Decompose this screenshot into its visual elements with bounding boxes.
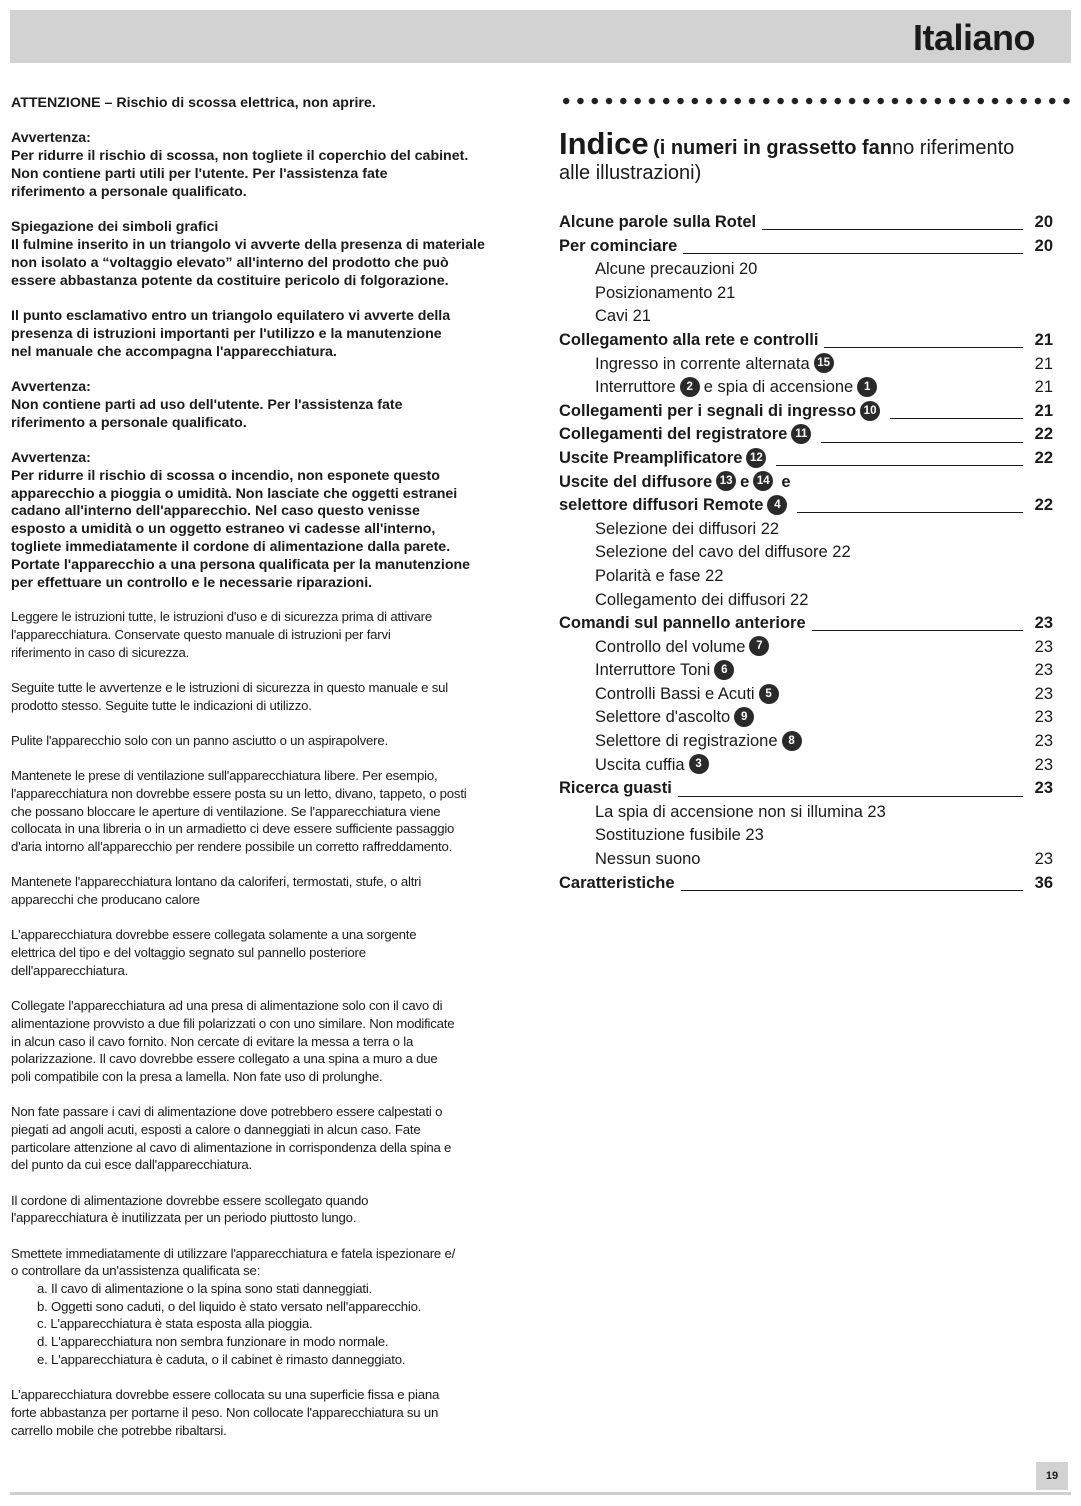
instruction-paragraph: Mantenete le prese di ventilazione sull'apparecchiatura libere. Per esempio, l'apparecchiatura non dovrebbe essere posta su un letto, divano, tappeto, o posti che possano bloccare le aperture di ventilazione. Se l'apparecchiatura viene collocata in una libreria o in un armadietto ci deve essere sufficiente passaggio d'aria intorno all'apparecchio per rendere possibile un corretto raffreddamento. [11, 768, 467, 855]
dotted-divider [559, 96, 1071, 106]
toc-entry-label: Per cominciare [559, 236, 678, 255]
header-bar [10, 10, 1071, 63]
instruction-paragraph: Non fate passare i cavi di alimentazione dove potrebbero essere calpestati o piegati ad angoli acuti, esposti a calore o danneggiati in alcun caso. Fate particolare attenzione al cavo di alimentazione in corrispondenza della spina e del punto da cui esce dall'apparecchiatura. [11, 1104, 452, 1173]
list-item: b. Oggetti sono caduti, o del liquido è stato versato nell'apparecchio. [37, 1298, 422, 1314]
footer-rule [10, 1492, 1071, 1495]
instruction-paragraph: Pulite l'apparecchio solo con un panno asciutto o un aspirapolvere. [11, 733, 388, 748]
toc-entry-label: Collegamento dei diffusori 22 [595, 590, 809, 609]
warning-block-5: Avvertenza: Per ridurre il rischio di scossa o incendio, non esponete questo apparecchio a pioggia o umidità. Non lasciate che oggetti estranei cadano all'interno dell'apparecchio. Nel caso questo venisse esposto a umidità o un oggetto estraneo vi cadesse all'interno, togliete immediatamente il cordone di alimentazione dalla parete. Portate l'apparecchio a una persona qualificata per la manutenzione per effettuare un controllo e le necessarie riparazioni. [11, 449, 471, 591]
safety-column [11, 95, 526, 1457]
toc-page-number: 23 [1034, 850, 1053, 869]
toc-entry-label: Interruttore [595, 378, 676, 397]
leader-line [812, 630, 1023, 631]
warning-block-4: Avvertenza: Non contiene parti ad uso dell'utente. Per l'assistenza fate riferimento a personale qualificato. [11, 378, 403, 431]
callout-number-badge: 10 [860, 401, 880, 421]
callout-number-badge: 1 [857, 377, 877, 397]
toc-entry-label: Selezione dei diffusori 22 [595, 519, 780, 538]
instruction-paragraph: Seguite tutte le avvertenze e le istruzioni di sicurezza in questo manuale e sul prodotto stesso. Seguite tutte le indicazioni di utilizzo. [11, 680, 449, 713]
callout-number-badge: 5 [759, 684, 779, 704]
toc-entry-label: Sostituzione fusibile 23 [595, 826, 764, 845]
list-item: d. L'apparecchiatura non sembra funzionare in modo normale. [37, 1334, 389, 1350]
damage-conditions-list [11, 1280, 526, 1369]
language-title: Italiano [912, 17, 1035, 58]
callout-number-badge: 13 [716, 471, 736, 491]
toc-entry-label: Posizionamento 21 [595, 283, 736, 302]
toc-entry-label: Interruttore Toni [595, 661, 711, 680]
toc-entry-label: Caratteristiche [559, 873, 675, 892]
instruction-paragraph: L'apparecchiatura dovrebbe essere collegata solamente a una sorgente elettrica del tipo e del voltaggio segnato sul pannello posteriore dell'apparecchiatura. [11, 927, 417, 978]
callout-number-badge: 7 [749, 636, 769, 656]
toc-section-entry [559, 872, 1053, 896]
toc-subentry [559, 824, 1053, 848]
callout-number-badge: 6 [714, 660, 734, 680]
toc-page-number: 36 [1034, 873, 1053, 892]
instruction-paragraph: L'apparecchiatura dovrebbe essere collocata su una superficie fissa e piana forte abbastanza per portarne il peso. Non collocate l'apparecchiatura su un carrello mobile che potrebbe ribaltarsi. [11, 1387, 440, 1438]
toc-page-number: 23 [1034, 732, 1053, 751]
toc-page-number: 23 [1034, 684, 1053, 703]
toc-entry-label: Ingresso in corrente alternata [595, 354, 810, 373]
toc-entry-label: e [781, 472, 791, 491]
toc-entry-label: Cavi 21 [595, 307, 651, 326]
instruction-paragraph: Mantenete l'apparecchiatura lontano da caloriferi, termostati, stufe, o altri apparecchi che producano calore [11, 874, 422, 908]
leader-line [821, 442, 1023, 443]
list-item: e. L'apparecchiatura è caduta, o il cabinet è rimasto danneggiato. [37, 1351, 406, 1367]
leader-line [797, 512, 1023, 513]
callout-number-badge: 9 [734, 707, 754, 727]
attention-line: ATTENZIONE – Rischio di scossa elettrica, non aprire. [11, 95, 376, 111]
toc-section-entry [559, 329, 1053, 353]
callout-number-badge: 11 [791, 424, 811, 444]
toc-page-number: 21 [1034, 378, 1053, 397]
toc-page-number: 21 [1034, 330, 1053, 349]
toc-subentry [559, 706, 1053, 730]
leader-line [762, 229, 1023, 230]
toc-section-entry [559, 211, 1053, 235]
toc-entry-label: Nessun suono [595, 850, 701, 869]
toc-page-number: 23 [1034, 614, 1053, 633]
toc-section-entry [559, 777, 1053, 801]
toc-page-number: 22 [1034, 448, 1053, 467]
callout-number-badge: 8 [782, 731, 802, 751]
toc-page-number: 23 [1034, 661, 1053, 680]
toc-section-entry [559, 235, 1053, 259]
warning-block-symbols: Spiegazione dei simboli grafici Il fulmine inserito in un triangolo vi avverte della presenza di materiale non isolato a “voltaggio elevato” all'interno del prodotto che può essere abbastanza potente da costituire pericolo di folgorazione. [11, 219, 485, 289]
index-heading: Indice (i numeri in grassetto fanno riferimento alle illustrazioni) [559, 126, 1015, 184]
toc-entry-label: Ricerca guasti [559, 779, 672, 798]
instruction-paragraph: Il cordone di alimentazione dovrebbe essere scollegato quando l'apparecchiatura è inutilizzata per un periodo piuttosto lungo. [11, 1192, 369, 1226]
toc-section-entry [559, 400, 1053, 424]
leader-line [678, 796, 1023, 797]
callout-number-badge: 12 [746, 448, 766, 468]
toc-subentry [559, 683, 1053, 707]
toc-page-number: 20 [1034, 236, 1053, 255]
toc-page-number: 22 [1034, 496, 1053, 515]
toc-entry-label: Polarità e fase 22 [595, 566, 724, 585]
toc-page-number: 22 [1034, 425, 1053, 444]
leader-line [890, 418, 1023, 419]
warning-block-exclamation: Il punto esclamativo entro un triangolo equilatero vi avverte della presenza di istruzioni importanti per l'utilizzo e la manutenzione nel manuale che accompagna l'apparecchiatura. [11, 307, 451, 360]
toc-entry-label: Alcune parole sulla Rotel [559, 213, 757, 231]
callout-number-badge: 2 [680, 377, 700, 397]
list-item: c. L'apparecchiatura è stata esposta alla pioggia. [37, 1316, 313, 1332]
instruction-paragraph: Collegate l'apparecchiatura ad una presa di alimentazione solo con il cavo di alimentazione provvisto a due fili polarizzati o con uno similare. Non modificate in alcun caso il cavo fornito. Non cercate di evitare la messa a terra o la polarizzazione. Il cavo dovrebbe essere collegato a una spina a muro a due poli compatibile con la presa a lamella. Non fate uso di prolunghe. [11, 998, 455, 1084]
callout-number-badge: 3 [689, 754, 709, 774]
warning-block-1: Avvertenza: Per ridurre il rischio di scossa, non togliete il coperchio del cabinet. Non contiene parti utili per l'utente. Per l'assistenza fate riferimento a personale qualificato. [11, 130, 469, 200]
leader-line [681, 890, 1023, 891]
index-title: Indice [559, 126, 649, 161]
callout-number-badge: 4 [767, 495, 787, 515]
toc-entry-label: e spia di accensione [703, 378, 854, 397]
table-of-contents [559, 211, 1053, 895]
toc-entry-label: Uscite del diffusore [559, 472, 713, 491]
toc-entry-label: Controlli Bassi e Acuti [595, 684, 755, 703]
toc-entry-label: Uscite Preamplificatore [559, 448, 743, 467]
toc-page-number: 23 [1034, 779, 1053, 798]
leader-line [824, 347, 1023, 348]
toc-entry-label: Collegamenti del registratore [559, 425, 788, 444]
toc-subentry [559, 353, 1053, 377]
toc-section-entry [559, 612, 1053, 636]
leader-line [683, 253, 1023, 254]
callout-number-badge: 14 [753, 471, 773, 491]
toc-subentry [559, 258, 1053, 282]
toc-subentry [559, 754, 1053, 778]
toc-subentry [559, 589, 1053, 613]
toc-subentry [559, 848, 1053, 872]
toc-entry-label: Controllo del volume [595, 637, 746, 656]
toc-entry-label: Collegamento alla rete e controlli [559, 330, 819, 349]
toc-section-entry [559, 494, 1053, 518]
toc-page-number: 21 [1034, 354, 1053, 373]
toc-entry-label: selettore diffusori Remote [559, 496, 764, 515]
toc-entry-label: e [740, 472, 750, 491]
toc-subentry [559, 730, 1053, 754]
toc-subentry [559, 565, 1053, 589]
instruction-paragraph: Smettete immediatamente di utilizzare l'apparecchiatura e fatela ispezionare e/ o controllare da un'assistenza qualificata se: a. Il cavo di alimentazione o la spina sono stati danneggiati. b. Oggetti sono caduti, o del liquido è stato versato nell'apparecchio. c. L'apparecchiatura è stata esposta alla pioggia. d. L'apparecchiatura non sembra funzionare in modo normale. e. L'apparecchiatura è caduta, o il cabinet è rimasto danneggiato. [11, 1245, 526, 1369]
toc-page-number: 23 [1034, 755, 1053, 774]
toc-subentry [559, 801, 1053, 825]
toc-entry-label: Selettore d'ascolto [595, 708, 731, 727]
toc-subentry [559, 305, 1053, 329]
toc-subentry [559, 541, 1053, 565]
toc-subentry [559, 659, 1053, 683]
toc-subentry [559, 376, 1053, 400]
toc-page-number: 23 [1034, 708, 1053, 727]
page-number: 19 [1036, 1462, 1068, 1490]
toc-subentry [559, 282, 1053, 306]
toc-section-entry [559, 423, 1053, 447]
toc-entry-label: Collegamenti per i segnali di ingresso [559, 401, 857, 420]
instruction-paragraph: Leggere le istruzioni tutte, le istruzioni d'uso e di sicurezza prima di attivare l'apparecchiatura. Conservate questo manuale di istruzioni per farvi riferimento in caso di sicurezza. [11, 609, 432, 660]
list-item: a. Il cavo di alimentazione o la spina sono stati danneggiati. [37, 1281, 373, 1297]
toc-section-entry [559, 471, 1053, 495]
toc-section-entry [559, 447, 1053, 471]
toc-entry-label: Alcune precauzioni 20 [595, 260, 758, 279]
toc-entry-label: Selettore di registrazione [595, 732, 778, 751]
callout-number-badge: 15 [814, 353, 834, 373]
toc-entry-label: La spia di accensione non si illumina 23 [595, 802, 886, 821]
toc-entry-label: Uscita cuffia [595, 755, 685, 774]
toc-subentry [559, 518, 1053, 542]
toc-page-number: 23 [1034, 637, 1053, 656]
toc-entry-label: Selezione del cavo del diffusore 22 [595, 543, 851, 562]
toc-entry-label: Comandi sul pannello anteriore [559, 614, 806, 633]
toc-subentry [559, 636, 1053, 660]
toc-page-number: 20 [1034, 213, 1053, 231]
toc-page-number: 21 [1034, 401, 1053, 420]
leader-line [776, 465, 1023, 466]
